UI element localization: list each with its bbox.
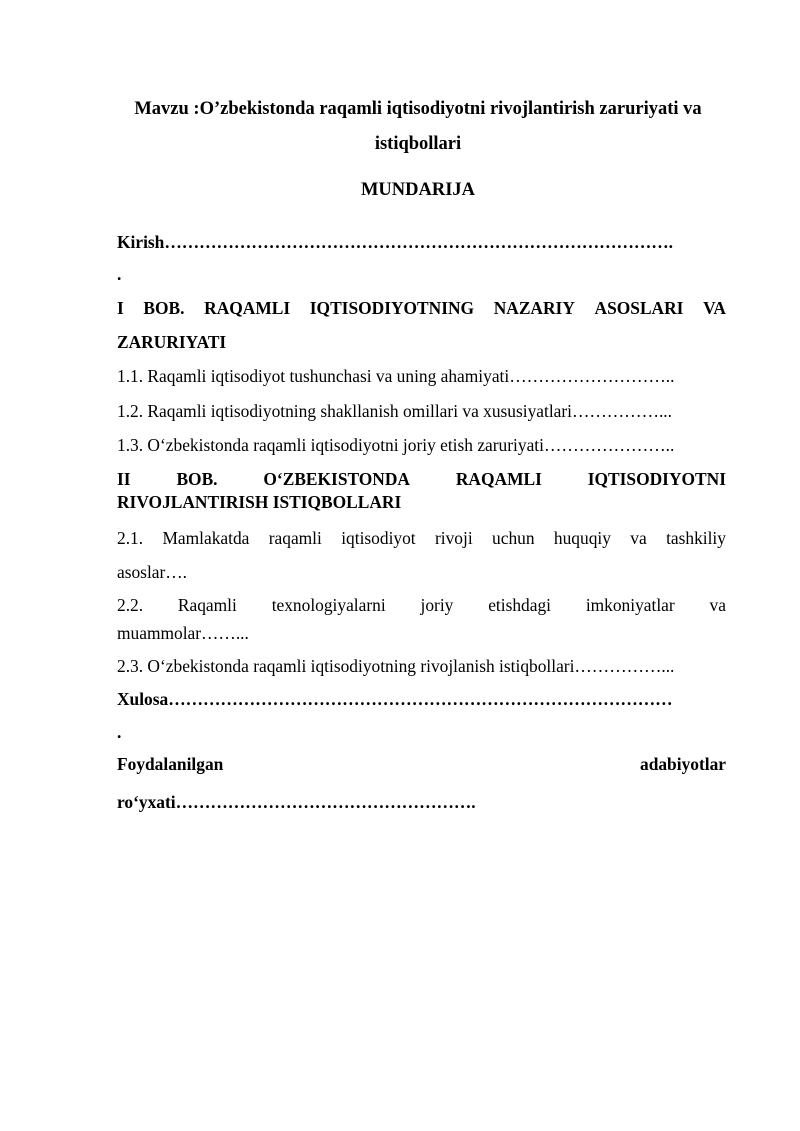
toc-word: joriy	[420, 595, 454, 615]
toc-chapter-2-line-2: RIVOJLANTIRISH ISTIQBOLLARI	[117, 492, 402, 512]
toc-word: IQTISODIYOTNI	[587, 469, 726, 489]
toc-chapter-1-line-2: ZARURIYATI	[117, 332, 227, 352]
toc-word: va	[709, 595, 726, 615]
toc-word: Raqamli	[177, 595, 237, 615]
toc-word: uchun	[492, 528, 535, 548]
toc-word: texnologiyalarni	[271, 595, 386, 615]
toc-section-2-2-line-2: muammolar……...	[117, 623, 249, 643]
toc-word: va	[630, 528, 647, 548]
toc-word: rivoji	[434, 528, 473, 548]
toc-word: VA	[703, 298, 726, 318]
toc-section-2-1-line-1	[117, 525, 726, 551]
toc-word: imkoniyatlar	[585, 595, 675, 615]
document-title-line-1: Mavzu :O’zbekistonda raqamli iqtisodiyotni rivojlantirish zaruriyati va	[134, 99, 702, 119]
toc-word: RAQAMLI	[204, 298, 291, 318]
toc-word: adabiyotlar	[640, 754, 726, 774]
toc-entry-references-line-1	[117, 751, 726, 777]
toc-word: tashkiliy	[666, 528, 726, 548]
contents-heading: MUNDARIJA	[360, 180, 476, 200]
toc-entry-kirish: Kirish…………………………………………………………………………….	[117, 232, 674, 252]
toc-section-1-2: 1.2. Raqamli iqtisodiyotning shakllanish omillari va xususiyatlari……………...	[117, 401, 673, 421]
toc-entry-xulosa: Xulosa……………………………………………………………………………	[117, 689, 673, 709]
toc-entry-references-line-2: ro‘yxati…………………………………………….	[117, 792, 476, 812]
toc-entry-kirish-dot: .	[117, 264, 122, 284]
toc-entry-xulosa-dot: .	[117, 722, 122, 742]
toc-word: iqtisodiyot	[341, 528, 416, 548]
toc-word: NAZARIY	[493, 298, 575, 318]
document-title-line-2: istiqbollari	[374, 134, 462, 154]
toc-word: 2.2.	[117, 595, 144, 615]
toc-section-2-1-line-2: asoslar….	[117, 562, 188, 582]
toc-section-2-2-line-1	[117, 592, 726, 618]
toc-word: BOB.	[143, 298, 185, 318]
toc-word: Foydalanilgan	[117, 754, 224, 774]
toc-word: II	[117, 469, 131, 489]
toc-word: BOB.	[176, 469, 218, 489]
toc-word: IQTISODIYOTNING	[309, 298, 475, 318]
toc-word: huquqiy	[553, 528, 611, 548]
toc-word: Mamlakatda	[162, 528, 250, 548]
toc-word: RAQAMLI	[455, 469, 542, 489]
toc-section-1-1: 1.1. Raqamli iqtisodiyot tushunchasi va uning ahamiyati………………………..	[117, 366, 675, 386]
toc-word: etishdagi	[488, 595, 551, 615]
toc-word: O‘ZBEKISTONDA	[263, 469, 410, 489]
toc-section-2-3: 2.3. O‘zbekistonda raqamli iqtisodiyotning rivojlanish istiqbollari……………...	[117, 656, 675, 676]
toc-word: 2.1.	[117, 528, 144, 548]
toc-section-1-3: 1.3. O‘zbekistonda raqamli iqtisodiyotni joriy etish zaruriyati…………………..	[117, 435, 675, 455]
toc-chapter-1-line-1	[117, 295, 726, 321]
toc-word: I	[117, 298, 124, 318]
toc-word: ASOSLARI	[594, 298, 684, 318]
toc-word: raqamli	[268, 528, 322, 548]
